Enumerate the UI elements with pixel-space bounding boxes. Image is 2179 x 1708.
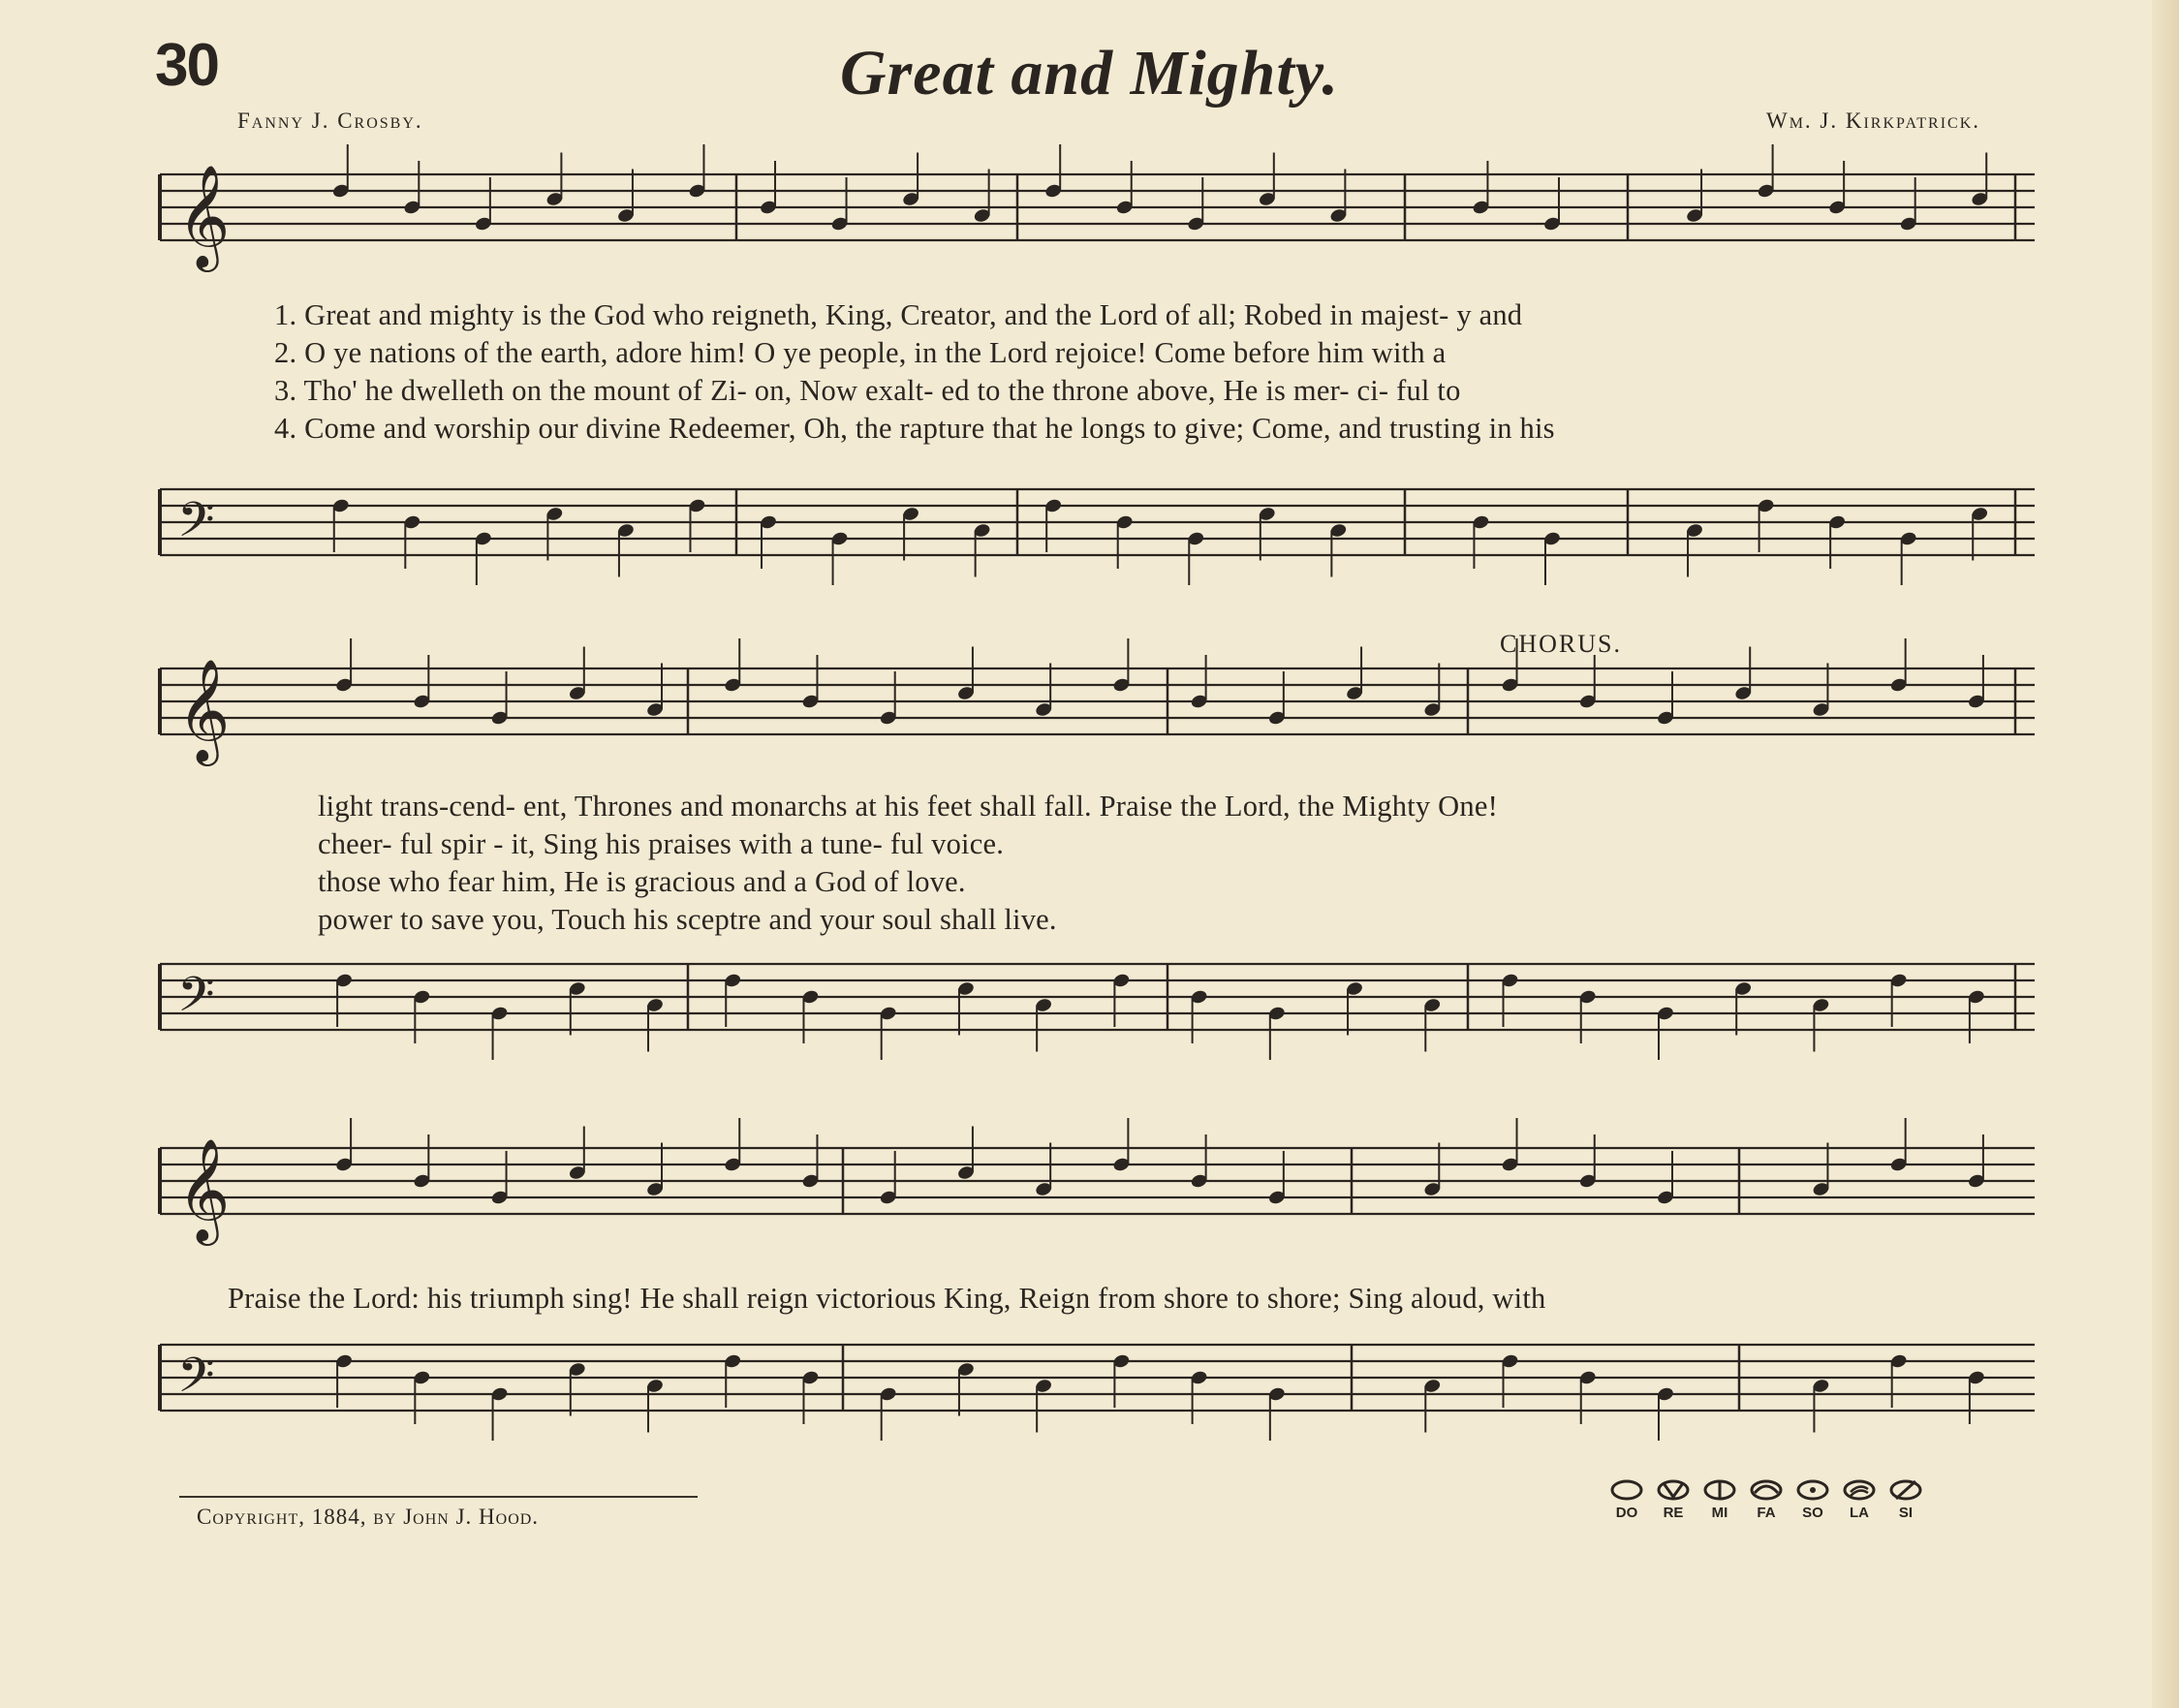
legend-re: RE <box>1655 1477 1692 1521</box>
treble-clef-icon: 𝄞 <box>177 658 231 761</box>
chorus-label: CHORUS. <box>1500 630 1622 658</box>
verse-3-line-cont: those who fear him, He is gracious and a God of love. <box>318 865 966 898</box>
verse-4-line: 4. Come and worship our divine Redeemer, Oh, the rapture that he longs to give; Come, and trusting in his <box>274 412 1555 445</box>
verse-4-line-cont: power to save you, Touch his sceptre and your soul shall live. <box>318 903 1057 936</box>
legend-do: DO <box>1608 1477 1645 1521</box>
bass-clef-icon: 𝄢 <box>177 1348 215 1415</box>
legend-si: SI <box>1887 1477 1924 1521</box>
legend-so: SO <box>1794 1477 1831 1521</box>
verse-1-line: 1. Great and mighty is the God who reigneth, King, Creator, and the Lord of all; Robed in majest- y and <box>274 298 1523 331</box>
system-3-treble-staff <box>0 1138 2179 1255</box>
verse-1-line-cont: light trans-cend- ent, Thrones and monarchs at his feet shall fall. Praise the Lord, the Mighty One! <box>318 790 1498 823</box>
composer: Wm. J. Kirkpatrick. <box>1765 109 1980 133</box>
hymn-title: Great and Mighty. <box>839 38 1340 109</box>
copyright-notice: Copyright, 1884, by John J. Hood. <box>197 1505 540 1529</box>
mi-note-icon <box>1702 1477 1737 1503</box>
system-3-bass-staff <box>0 1335 2179 1451</box>
re-note-icon <box>1656 1477 1691 1503</box>
chorus-line: Praise the Lord: his triumph sing! He shall reign victorious King, Reign from shore to shore; Sing aloud, with <box>228 1282 1546 1315</box>
system-1-bass-staff <box>0 480 2179 596</box>
so-note-icon <box>1795 1477 1830 1503</box>
bass-clef-icon: 𝄢 <box>177 492 215 560</box>
fa-note-icon <box>1749 1477 1784 1503</box>
legend-fa: FA <box>1748 1477 1785 1521</box>
treble-clef-icon: 𝄞 <box>177 1137 231 1241</box>
verse-2-line: 2. O ye nations of the earth, adore him! O ye people, in the Lord rejoice! Come before him with a <box>274 336 1447 369</box>
system-2-bass-staff <box>0 954 2179 1071</box>
treble-clef-icon: 𝄞 <box>177 164 231 267</box>
si-note-icon <box>1888 1477 1923 1503</box>
legend-la: LA <box>1841 1477 1878 1521</box>
copyright-rule <box>179 1496 698 1498</box>
system-1-treble-staff <box>0 165 2179 281</box>
bass-clef-icon: 𝄢 <box>177 967 215 1035</box>
system-2-treble-staff <box>0 659 2179 775</box>
la-note-icon <box>1842 1477 1877 1503</box>
shape-note-legend <box>1608 1477 1924 1521</box>
verse-3-line: 3. Tho' he dwelleth on the mount of Zi- on, Now exalt- ed to the throne above, He is mer- ci- ful to <box>274 374 1461 407</box>
page-number: 30 <box>155 32 218 99</box>
lyricist: Fanny J. Crosby. <box>237 109 423 133</box>
do-note-icon <box>1609 1477 1644 1503</box>
verse-2-line-cont: cheer- ful spir - it, Sing his praises with a tune- ful voice. <box>318 827 1005 860</box>
legend-mi: MI <box>1701 1477 1738 1521</box>
